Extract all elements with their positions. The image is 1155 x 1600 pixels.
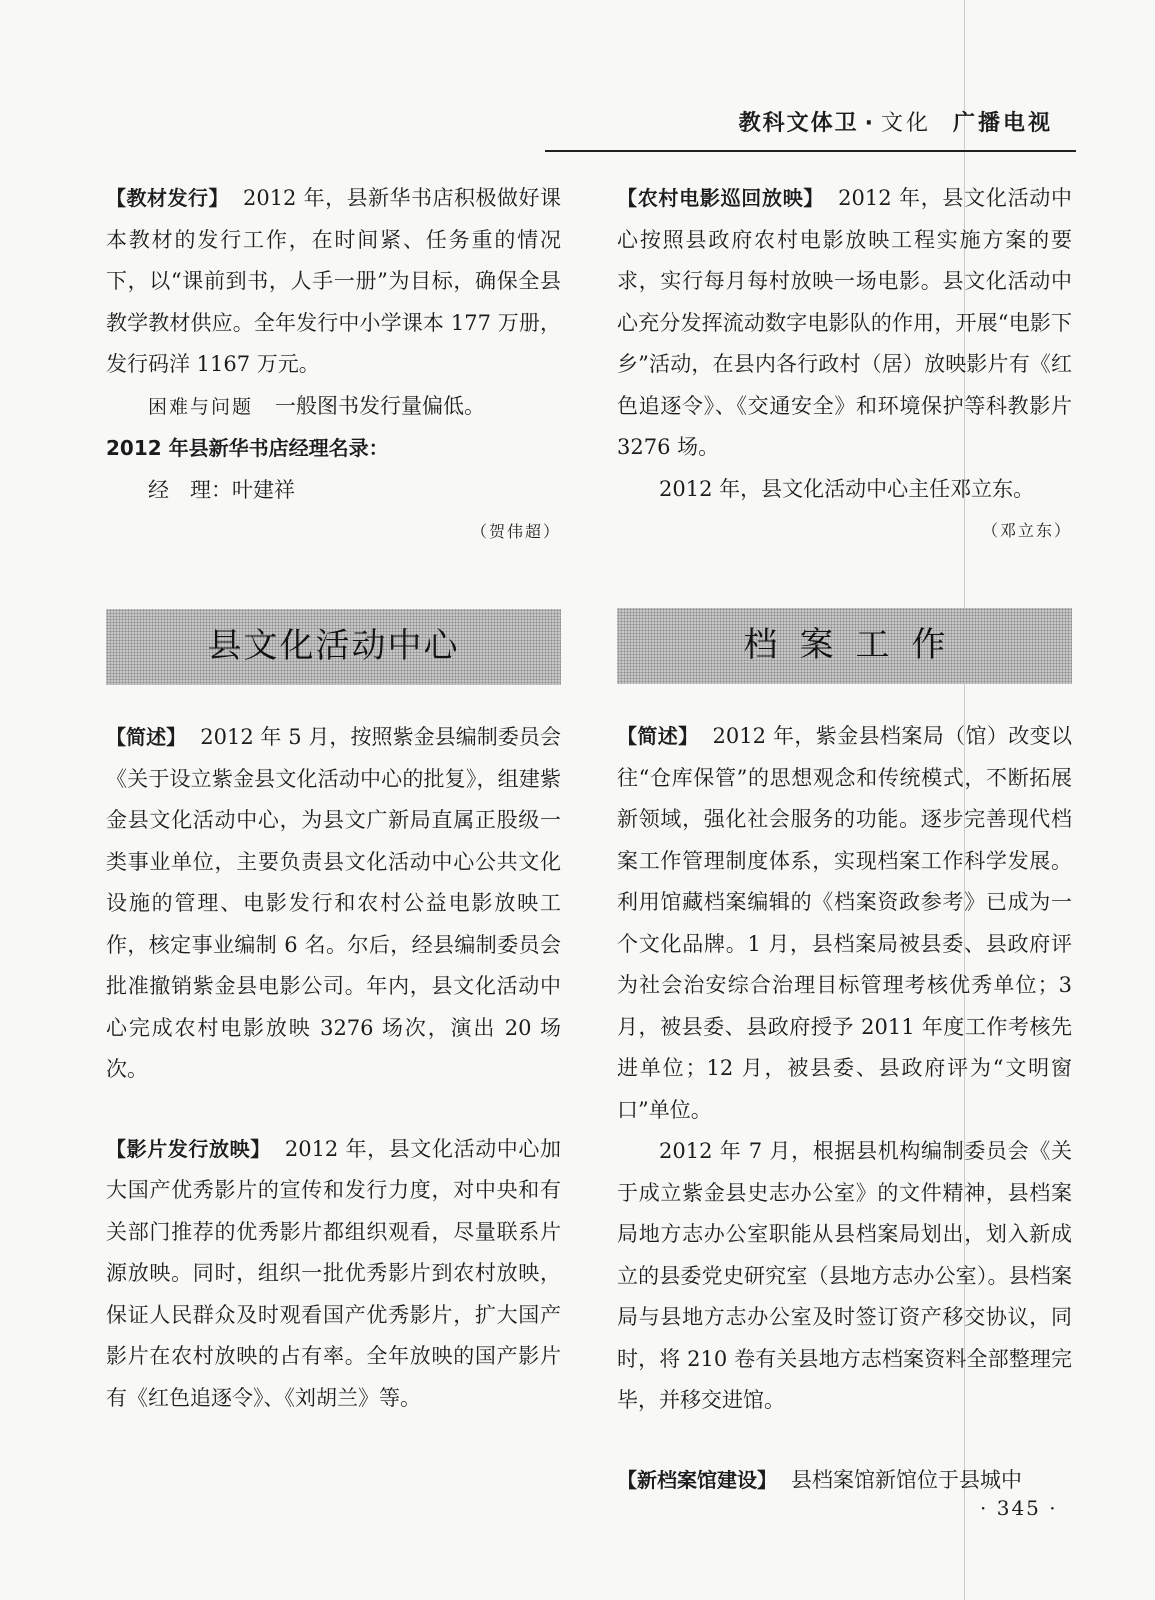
label-problems: 困难与问题: [148, 395, 254, 418]
heading-manager-list: 2012 年县新华书店经理名录：: [106, 436, 389, 460]
text-film-distribution: 2012 年，县文化活动中心加大国产优秀影片的宣传和发行力度，对中央和有关部门推荐的优秀影片都组织观看，尽量联系片源放映。同时，组织一批优秀影片到农村放映，保证人民群众及时观看国产优秀影片，扩大国产影片在农村放映的占有率。全年放映的国产影片有《红色追逐令》、《刘胡兰》等。: [106, 1136, 562, 1410]
left-column: [106, 178, 561, 1419]
tag-new-archive: 【新档案馆建设】: [617, 1467, 777, 1492]
header-section: 教科文体卫: [738, 111, 859, 136]
text-rural-film: 2012 年，县文化活动中心按照县政府农村电影放映工程实施方案的要求，实行每月每村放映一场电影。县文化活动中心充分发挥流动数字电影队的作用，开展“电影下乡”活动，在县内各行政村（居）放映影片有《红色追逐令》、《交通安全》和环境保护等科教影片 3276 场。: [617, 186, 1072, 459]
paragraph-film-distribution: [106, 1129, 561, 1420]
paragraph-new-archive: [617, 1460, 1072, 1502]
spacer: [106, 1091, 561, 1129]
tag-overview: 【简述】: [106, 725, 187, 749]
tag-textbook: 【教材发行】: [106, 186, 229, 210]
running-header: [739, 106, 1053, 137]
text-problems: 一般图书发行量偏低。: [275, 393, 486, 418]
text-archives-overview: 2012 年，紫金县档案局（馆）改变以往“仓库保管”的思想观念和传统模式，不断拓展新领域，强化社会服务的功能。逐步完善现代档案工作管理制度体系，实现档案工作科学发展。利用馆藏档案编辑的《档案资政参考》已成为一个文化品牌。1 月，县档案局被县委、县政府评为社会治安综合治理目标管理考核优秀单位；3 月，被县委、县政府授予 2011 年度工作考核先进单位；12 月，被县委、县政府评为“文明窗口”单位。: [617, 724, 1072, 1122]
text-manager: 经 理：叶建祥: [148, 477, 295, 502]
paragraph-archives-overview: [617, 716, 1072, 1131]
tag-rural-film: 【农村电影巡回放映】: [617, 186, 825, 210]
credit-he-weichao: （贺伟超）: [470, 522, 561, 541]
paragraph-history-office: 2012 年 7 月，根据县机构编制委员会《关于成立紫金县史志办公室》的文件精神，县档案局地方志办公室职能从县档案局划出，划入新成立的县委党史研究室（县地方志办公室）。县档案局与县地方志办公室及时签订资产移交协议，同时，将 210 卷有关县地方志档案资料全部整理完毕，并移交进馆。: [617, 1139, 1072, 1412]
text-new-archive: 县档案馆新馆位于县城中: [791, 1467, 1022, 1492]
header-sub2: 广播电视: [952, 110, 1053, 136]
paragraph-rural-film: [617, 178, 1072, 469]
text-textbook: 2012 年，县新华书店积极做好课本教材的发行工作，在时间紧、任务重的情况下，以“课前到书，人手一册”为目标，确保全县教学教材供应。全年发行中小学课本 177 万册，发行码洋 1167 万元。: [106, 186, 562, 376]
tag-archives-overview: 【简述】: [617, 724, 699, 748]
tag-film-distribution: 【影片发行放映】: [106, 1136, 271, 1161]
paragraph-overview: [106, 717, 561, 1091]
section-title-culture-center: 县文化活动中心: [106, 609, 561, 685]
page-number: · 345 ·: [980, 1496, 1058, 1520]
section-title-archives: 档案工作: [617, 608, 1072, 684]
header-separator: ·: [864, 111, 875, 136]
spacer: [617, 1422, 1072, 1460]
text-overview: 2012 年 5 月，按照紫金县编制委员会《关于设立紫金县文化活动中心的批复》，组建紫金县文化活动中心，为县文广新局直属正股级一类事业单位，主要负责县文化活动中心公共文化设施的管理、电影发行和农村公益电影放映工作，核定事业编制 6 名。尔后，经县编制委员会批准撤销紫金县电影公司。年内，县文化活动中心完成农村电影放映 3276 场次，演出 20 场次。: [106, 725, 561, 1081]
header-sub1: 文化: [880, 111, 931, 136]
paragraph-problems: [106, 386, 561, 429]
credit-deng-lidong: （邓立东）: [981, 521, 1072, 540]
header-rule: [545, 150, 1076, 152]
paragraph-textbook-distribution: [106, 178, 561, 386]
text-director: 2012 年，县文化活动中心主任邓立东。: [659, 476, 1035, 501]
right-column: [617, 178, 1072, 1501]
